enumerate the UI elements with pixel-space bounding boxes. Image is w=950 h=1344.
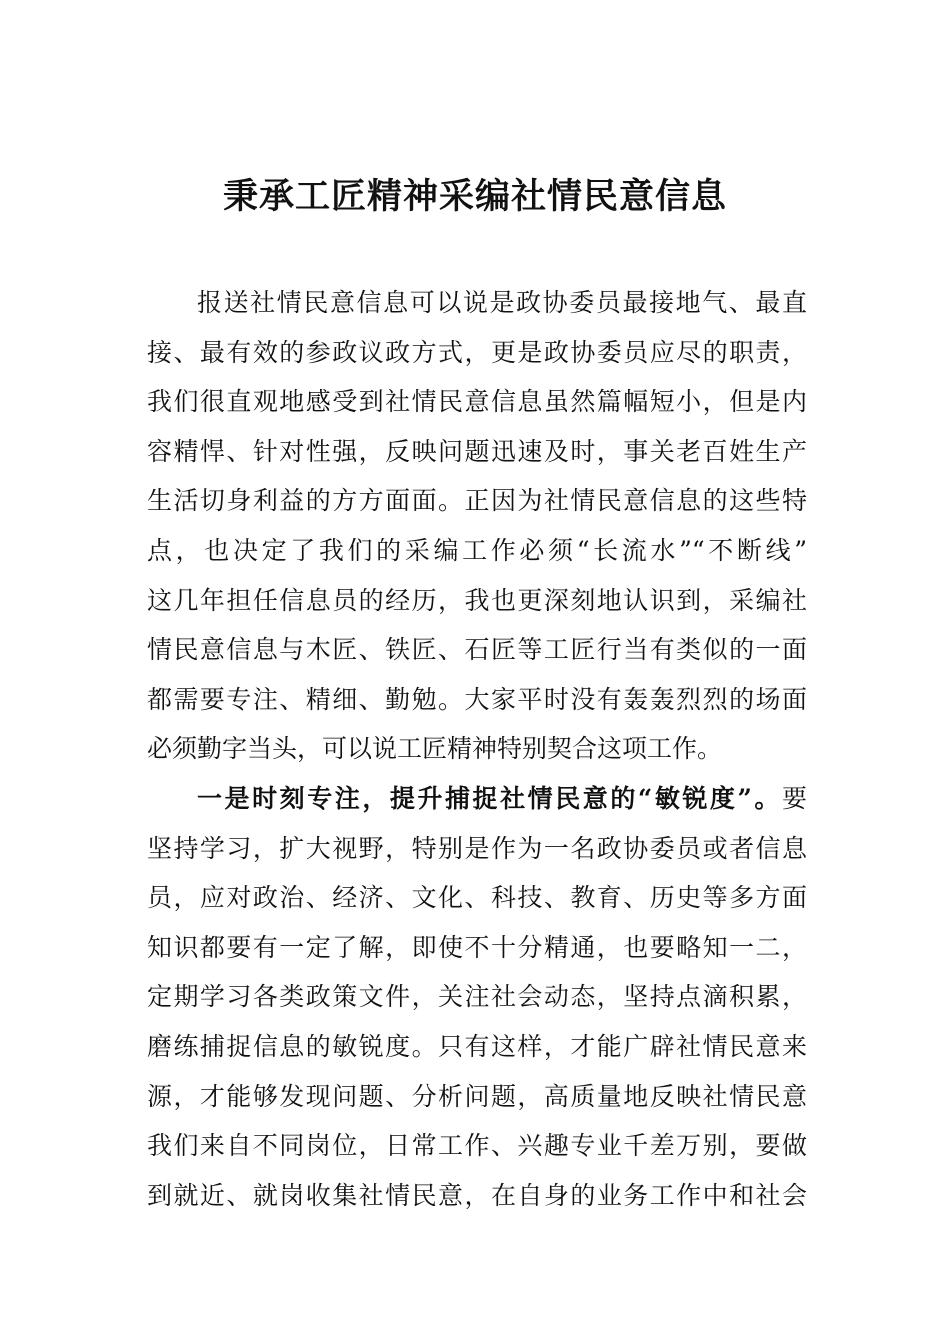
- text-line: 我们来自不同岗位，日常工作、兴趣专业千差万别，要做: [147, 1131, 807, 1161]
- text-line: 容精悍、针对性强，反映问题迅速及时，事关老百姓生产: [147, 436, 807, 466]
- text-line: 磨练捕捉信息的敏锐度。只有这样，才能广辟社情民意来: [147, 1031, 807, 1061]
- text-line: 坚持学习，扩大视野，特别是作为一名政协委员或者信息: [147, 833, 807, 863]
- text-line: 点，也决定了我们的采编工作必须“长流水”“不断线”: [147, 535, 807, 565]
- text-line: 到就近、就岗收集社情民意，在自身的业务工作中和社会: [147, 1180, 807, 1210]
- text-line: 都需要专注、精细、勤勉。大家平时没有轰轰烈烈的场面: [147, 684, 807, 714]
- text-line: 这几年担任信息员的经历，我也更深刻地认识到，采编社: [147, 585, 807, 615]
- text-line: 知识都要有一定了解，即使不十分精通，也要略知一二，: [147, 932, 807, 962]
- text-line: 定期学习各类政策文件，关注社会动态，坚持点滴积累，: [147, 982, 807, 1012]
- text-line: [147, 774, 807, 824]
- text-line: 员，应对政治、经济、文化、科技、教育、历史等多方面: [147, 883, 807, 913]
- section-heading: 一是时刻专注，提升捕捉社情民意的“敏锐度”。: [197, 783, 782, 813]
- text-line: 报送社情民意信息可以说是政协委员最接地气、最直: [197, 288, 807, 317]
- paragraph-1: [147, 278, 807, 774]
- paragraph-2: [147, 774, 807, 1220]
- text-line: 接、最有效的参政议政方式，更是政协委员应尽的职责，: [147, 337, 807, 367]
- text-line-rest: 要: [781, 783, 807, 813]
- text-line: 必须勤字当头，可以说工匠精神特别契合这项工作。: [147, 734, 723, 764]
- document-title: 秉承工匠精神采编社情民意信息: [222, 176, 727, 217]
- text-line: 我们很直观地感受到社情民意信息虽然篇幅短小，但是内: [147, 387, 807, 417]
- text-line: 情民意信息与木匠、铁匠、石匠等工匠行当有类似的一面: [147, 635, 807, 665]
- text-line: 源，才能够发现问题、分析问题，高质量地反映社情民意: [147, 1081, 807, 1111]
- document-body: [147, 278, 807, 1220]
- text-line: 生活切身利益的方方面面。正因为社情民意信息的这些特: [147, 486, 807, 516]
